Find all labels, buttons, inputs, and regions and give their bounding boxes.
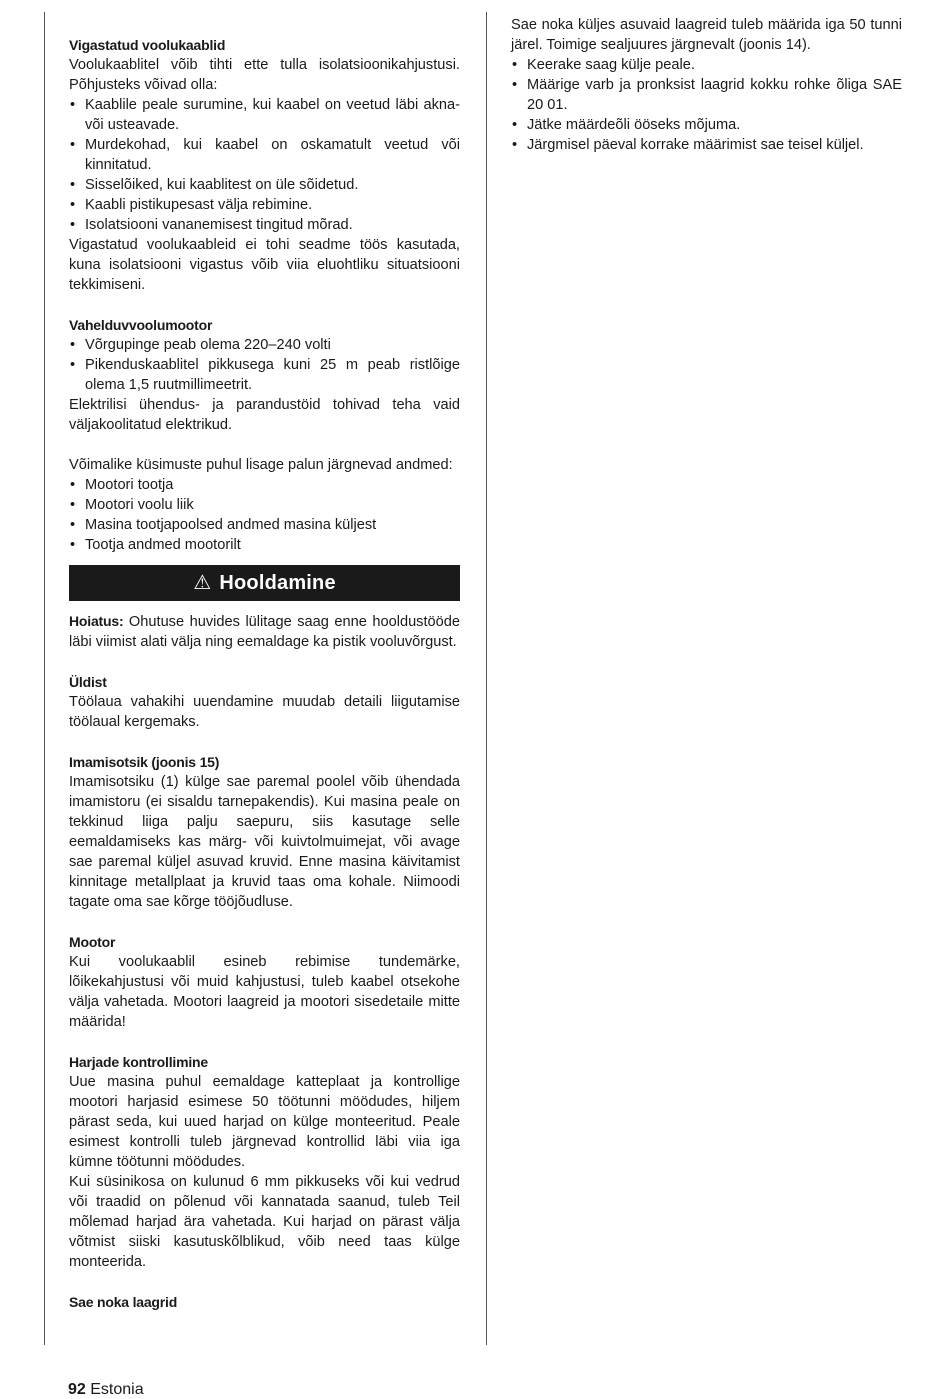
- list-item: • Võrgupinge peab olema 220–240 volti: [69, 335, 460, 355]
- list-item: • Keerake saag külje peale.: [511, 55, 902, 75]
- brushes-text-2: Kui süsinikosa on kulunud 6 mm pikkuseks või kui vedrud või traadid on põlenud või kannatada saanud, tuleb Teil mõlemad harjad ära vahetada. Kui harjad on pärast välja võtmist siiski kasutuskõlblikud, võib need taas külge monteerida.: [69, 1174, 460, 1270]
- motor-heading: Mootor: [69, 934, 116, 950]
- damaged-cables-intro: Voolukaablitel võib tihti ette tulla isolatsioonikahjustusi. Põhjusteks võivad olla:: [69, 57, 460, 93]
- right-column: [511, 15, 902, 155]
- general-text: Töölaua vahakihi uuendamine muudab detaili liigutamise töölaual kergemaks.: [69, 694, 460, 730]
- list-item: • Pikenduskaablitel pikkusega kuni 25 m peab ristlõige olema 1,5 ruutmillimeetrit.: [69, 355, 460, 395]
- list-item: • Kaablile peale surumine, kui kaabel on veetud läbi akna- või usteavade.: [69, 95, 460, 135]
- list-item: • Isolatsiooni vananemisest tingitud mõrad.: [69, 215, 460, 235]
- list-item: • Mootori voolu liik: [69, 495, 460, 515]
- suction-text: Imamisotsiku (1) külge sae paremal poolel võib ühendada imamistoru (ei sisaldu tarnepakendis). Kui masina peale on tekkinud liiga palju saepuru, siis kasutage selle eemaldamiseks kas märg- või kuivtolmuimejat, või avage sae paremal küljel asuvad kruvid. Enne masina käivitamist kinnitage metallplaat ja kruvid taas oma kohale. Niimoodi tagate oma sae kõrge tööjõudluse.: [69, 774, 460, 910]
- list-item: • Sisselõiked, kui kaablitest on üle sõidetud.: [69, 175, 460, 195]
- footer-language: Estonia: [90, 1381, 144, 1398]
- bearings-heading: Sae noka laagrid: [69, 1294, 178, 1310]
- brushes-heading: Harjade kontrollimine: [69, 1054, 208, 1070]
- list-item: • Jätke määrdeõli ööseks mõjuma.: [511, 115, 902, 135]
- column-divider-rule: [486, 12, 487, 1345]
- list-item: • Kaabli pistikupesast välja rebimine.: [69, 195, 460, 215]
- ac-motor-outro: Elektrilisi ühendus- ja parandustöid tohivad teha vaid väljakoolitatud elektrikud.: [69, 397, 460, 433]
- damaged-cables-list: [69, 95, 460, 235]
- list-item: • Määrige varb ja pronksist laagrid kokku rohke õliga SAE 20 01.: [511, 75, 902, 115]
- questions-intro: Võimalike küsimuste puhul lisage palun järgnevad andmed:: [69, 457, 453, 473]
- bearings-list: [511, 55, 902, 155]
- banner-title: Hooldamine: [219, 572, 336, 594]
- list-item: • Mootori tootja: [69, 475, 460, 495]
- maintenance-banner: [69, 565, 460, 601]
- ac-motor-list: [69, 335, 460, 395]
- questions-list: [69, 475, 460, 555]
- brushes-text-1: Uue masina puhul eemaldage katteplaat ja kontrollige mootori harjasid esimese 50 töötunni möödudes, hiljem pärast seda, kui uued harjad on külge monteeritud. Peale esimest kontrolli tuleb järgnevad kontrollid läbi viia iga kümne töötunni möödudes.: [69, 1074, 460, 1170]
- left-margin-rule: [44, 12, 45, 1345]
- bearings-intro: Sae noka küljes asuvaid laagreid tuleb määrida iga 50 tunni järel. Toimige sealjuures järgnevalt (joonis 14).: [511, 17, 902, 53]
- list-item: • Tootja andmed mootorilt: [69, 535, 460, 555]
- page-footer: [68, 1381, 144, 1399]
- ac-motor-heading: Vahelduvvoolumootor: [69, 317, 213, 333]
- list-item: • Masina tootjapoolsed andmed masina küljest: [69, 515, 460, 535]
- damaged-cables-outro: Vigastatud voolukaableid ei tohi seadme töös kasutada, kuna isolatsiooni vigastus võib viia eluohtliku situatsiooni tekkimiseni.: [69, 237, 460, 293]
- warning-text: Ohutuse huvides lülitage saag enne hooldustööde läbi viimist alati välja ning eemaldage ka pistik vooluvõrgust.: [69, 614, 460, 650]
- list-item: • Murdekohad, kui kaabel on oskamatult veetud või kinnitatud.: [69, 135, 460, 175]
- page-number: 92: [68, 1381, 86, 1398]
- damaged-cables-heading: Vigastatud voolukaablid: [69, 37, 226, 53]
- warning-label: Hoiatus:: [69, 613, 124, 629]
- suction-heading: Imamisotsik (joonis 15): [69, 754, 220, 770]
- warning-triangle-icon: ⚠: [193, 572, 212, 594]
- warning-paragraph: [69, 611, 460, 652]
- left-column: [69, 35, 460, 1312]
- motor-text: Kui voolukaablil esineb rebimise tundemärke, lõikekahjustusi või muid kahjustusi, tuleb kaabel otsekohe välja vahetada. Mootori laagreid ja mootori sisedetaile mitte määrida!: [69, 954, 460, 1030]
- general-heading: Üldist: [69, 674, 107, 690]
- list-item: • Järgmisel päeval korrake määrimist sae teisel küljel.: [511, 135, 902, 155]
